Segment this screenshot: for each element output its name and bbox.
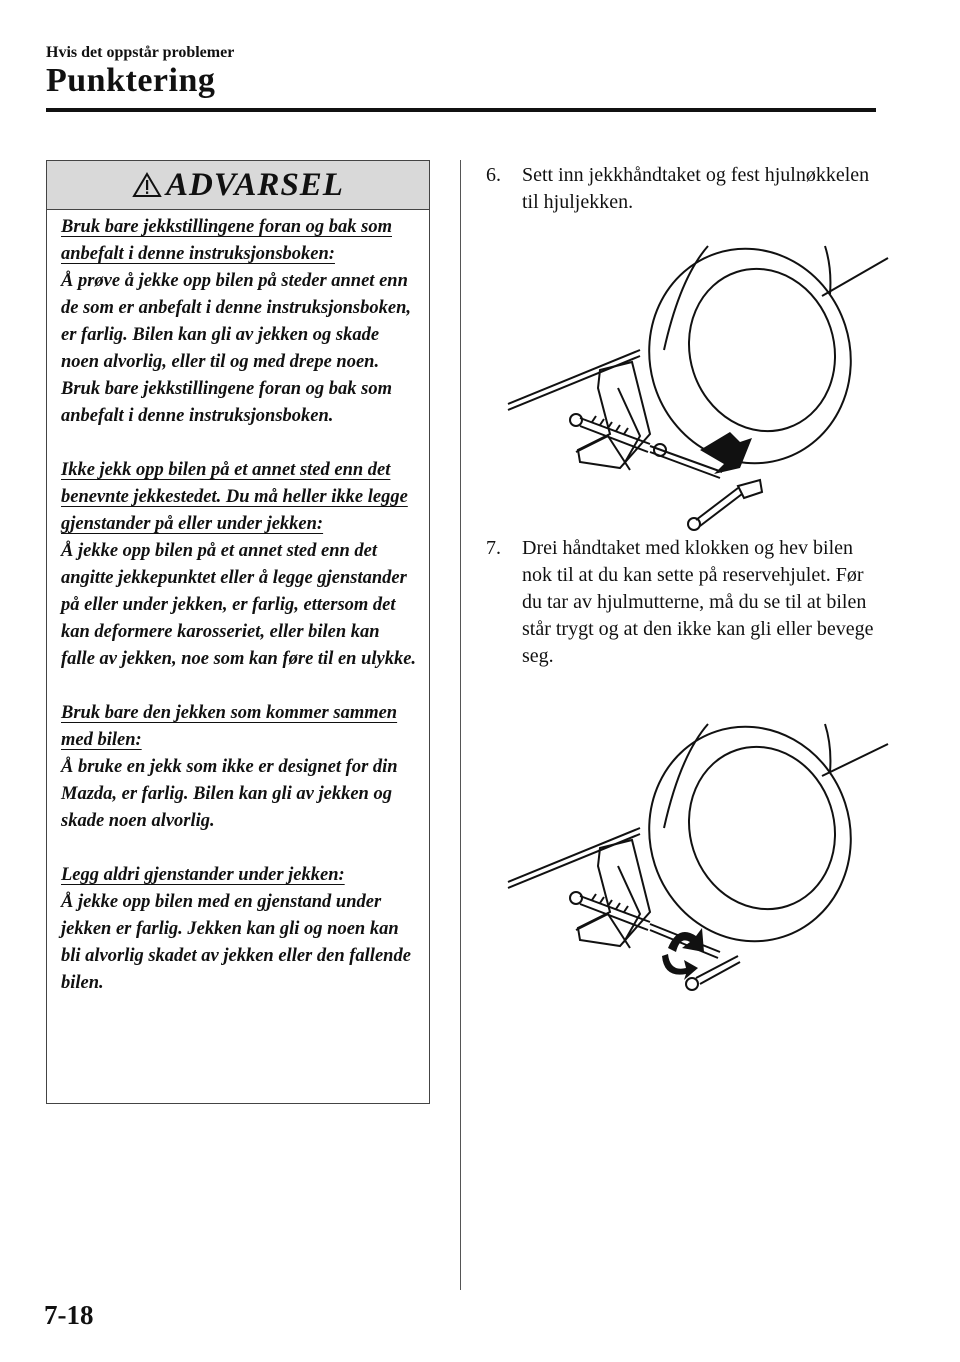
section-label: Hvis det oppstår problemer (46, 44, 235, 61)
warning-heading: Ikke jekk opp bilen på et annet sted enn det benevnte jekkestedet. Du må heller ikke legge gjenstander på eller under jekken: (61, 460, 408, 534)
step-7 (486, 535, 886, 670)
jack-handle-illustration (500, 238, 900, 538)
column-divider (460, 160, 461, 1290)
warning-heading: Bruk bare den jekken som kommer sammen med bilen: (61, 703, 398, 750)
warning-block (61, 457, 417, 673)
warning-header (47, 161, 429, 210)
warning-text: Å jekke opp bilen på et annet sted enn det angitte jekkepunktet eller å legge gjenstander på eller under jekken, er farlig, ettersom det kan deformere karosseriet, eller bilen kan falle av jekken, noe som kan føre til en ulykke. (61, 541, 417, 669)
warning-block (61, 700, 417, 835)
step-text: Drei håndtaket med klokken og hev bilen nok til at du kan sette på reservehjulet. Før du tar av hjulmutterne, må du se til at bilen står trygt og at den ikke kan gli eller bevege seg. (522, 537, 874, 667)
warning-heading: Bruk bare jekkstillingene foran og bak som anbefalt i denne instruksjonsboken: (61, 217, 392, 264)
page-number: 7-18 (44, 1300, 94, 1330)
warning-text: Å jekke opp bilen med en gjenstand under jekken er farlig. Jekken kan gli og noen kan bli alvorlig skadet av jekken eller den fallende bilen. (61, 892, 411, 993)
warning-title: ADVARSEL (166, 166, 344, 203)
step-number: 6. (486, 164, 501, 186)
step-6 (486, 162, 886, 216)
jack-rotate-illustration (500, 716, 900, 1016)
title-rule (46, 108, 876, 112)
page-title: Punktering (46, 62, 216, 99)
warning-text: Å prøve å jekke opp bilen på steder annet enn de som er anbefalt i denne instruksjonsboken, er farlig. Bilen kan gli av jekken og skade noen alvorlig, eller til og med drepe noen. Bruk bare jekkstillingene foran og bak som anbefalt i denne instruksjonsboken. (61, 271, 412, 426)
warning-body (47, 210, 429, 997)
warning-text: Å bruke en jekk som ikke er designet for din Mazda, er farlig. Bilen kan gli av jekken og skade noen alvorlig. (61, 757, 398, 831)
warning-triangle-icon (132, 172, 162, 198)
warning-block (61, 214, 417, 430)
warning-block (61, 862, 417, 997)
warning-heading: Legg aldri gjenstander under jekken: (61, 865, 345, 885)
step-text: Sett inn jekkhåndtaket og fest hjulnøkkelen til hjuljekken. (522, 164, 870, 213)
warning-box (46, 160, 430, 1104)
step-number: 7. (486, 537, 501, 559)
